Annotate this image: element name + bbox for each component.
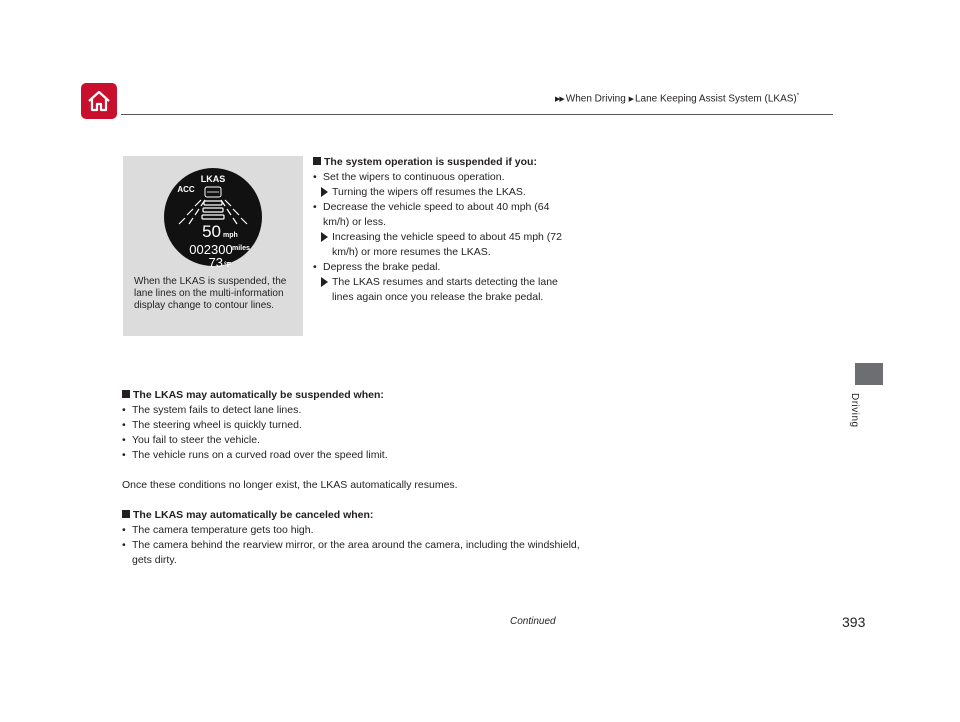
figure-panel — [123, 156, 303, 336]
suspended-section — [313, 155, 563, 305]
list-subitem: The LKAS resumes and starts detecting the lane lines again once you release the brake pedal. — [313, 275, 563, 305]
footnote-mark: * — [796, 93, 800, 99]
list-item: • You fail to steer the vehicle. — [122, 433, 582, 448]
breadcrumb-item[interactable]: Lane Keeping Assist System (LKAS) — [634, 93, 797, 105]
automatic-section — [122, 388, 582, 568]
speed-value: 50 — [202, 222, 221, 241]
square-bullet-icon — [122, 510, 130, 518]
arrow-icon — [321, 187, 328, 197]
list-item: • Decrease the vehicle speed to about 40 mph (64 km/h) or less. — [313, 200, 563, 230]
temperature-unit: °F — [224, 262, 232, 269]
list-item: • The system fails to detect lane lines. — [122, 403, 582, 418]
square-bullet-icon — [313, 157, 321, 165]
breadcrumb-arrow-icon: ▶▶ — [555, 96, 564, 104]
square-bullet-icon — [122, 390, 130, 398]
home-button[interactable] — [81, 83, 117, 119]
list-item: • The steering wheel is quickly turned. — [122, 418, 582, 433]
breadcrumb — [555, 93, 799, 104]
multi-information-display — [163, 164, 263, 272]
list-item: • Depress the brake pedal. — [313, 260, 563, 275]
section-tab-label: Driving — [849, 393, 860, 428]
list-subitem: Increasing the vehicle speed to about 45 mph (72 km/h) or more resumes the LKAS. — [313, 230, 563, 260]
list-item: • The camera temperature gets too high. — [122, 523, 582, 538]
arrow-icon — [321, 277, 328, 287]
continued-label: Continued — [510, 616, 556, 627]
list-item: • The vehicle runs on a curved road over the speed limit. — [122, 448, 582, 463]
odometer-unit: miles — [232, 245, 250, 252]
list-item: • The camera behind the rearview mirror, or the area around the camera, including the windshield, gets dirty. — [122, 538, 582, 568]
list-subitem: Turning the wipers off resumes the LKAS. — [313, 185, 563, 200]
section-heading: The system operation is suspended if you: — [313, 155, 563, 170]
resume-note: Once these conditions no longer exist, the LKAS automatically resumes. — [122, 479, 458, 491]
odometer-value: 002300 — [189, 242, 233, 257]
temperature-value: 73 — [208, 255, 223, 270]
section-tab[interactable] — [855, 363, 883, 385]
lkas-label: LKAS — [200, 174, 226, 184]
figure-caption: When the LKAS is suspended, the lane lines on the multi-information display change to contour lines. — [134, 276, 287, 311]
header-rule — [121, 114, 833, 115]
page-number: 393 — [842, 614, 866, 630]
breadcrumb-item[interactable]: When Driving — [565, 93, 626, 105]
section-heading: The LKAS may automatically be suspended when: — [122, 388, 582, 403]
arrow-icon — [321, 232, 328, 242]
acc-label: ACC — [177, 185, 195, 194]
breadcrumb-arrow-icon: ▶ — [628, 96, 633, 104]
list-item: • Set the wipers to continuous operation. — [313, 170, 563, 185]
home-icon — [86, 89, 112, 113]
speed-unit: mph — [223, 232, 238, 239]
section-heading: The LKAS may automatically be canceled when: — [122, 508, 582, 523]
